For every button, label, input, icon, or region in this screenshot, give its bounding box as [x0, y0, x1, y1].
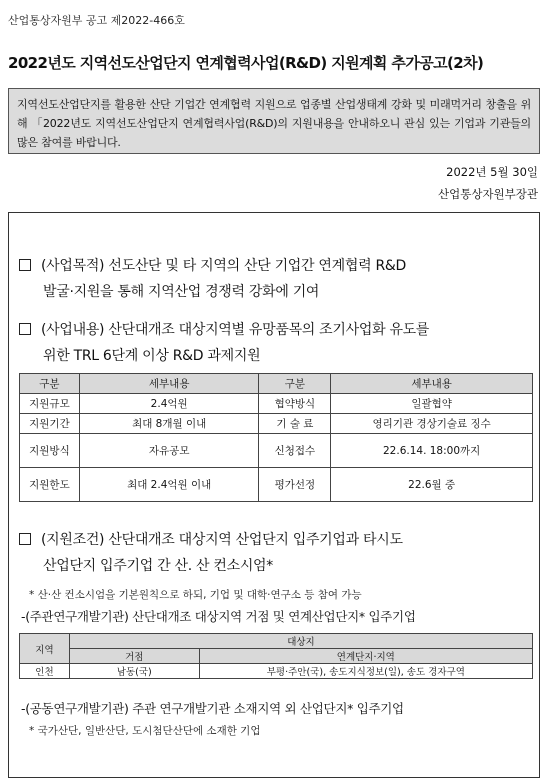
table-cell: 지원기간: [20, 414, 80, 434]
notice-number: 산업통상자원부 공고 제2022-466호: [8, 14, 185, 27]
table-cell: 22.6월 중: [331, 468, 533, 502]
purpose-section: [19, 253, 533, 305]
summary-box: 지역선도산업단지를 활용한 산단 기업간 연계협력 지원으로 업종별 산업생태계 강화 및 미래먹거리 창출을 위해 「2022년도 지역선도산업단지 연계협력사업(R&D)의 지원내용을 안내하오니 관심 있는 기업과 기관들의 많은 참여를 바랍니다.: [8, 88, 540, 154]
table-header: 대상지: [69, 634, 532, 649]
main-content-box: [8, 212, 540, 778]
purpose-line-1: (사업목적) 선도산단 및 타 지역의 산단 기업간 연계협력 R&D: [41, 258, 406, 274]
target-region-table: [19, 633, 533, 679]
table-row: [20, 434, 533, 468]
table-cell: 지원방식: [20, 434, 80, 468]
table-cell: 최대 8개월 이내: [79, 414, 259, 434]
condition-line-2: 산업단지 입주기업 간 산. 산 컨소시엄*: [43, 558, 273, 574]
table-header: 구분: [20, 374, 80, 394]
consortium-note: * 산·산 컨소시엄을 기본원칙으로 하되, 기업 및 대학·연구소 등 참여 가능: [29, 589, 362, 601]
table-row: [20, 414, 533, 434]
table-cell: 남동(국): [69, 664, 199, 679]
support-info-table: [19, 373, 533, 502]
table-cell: 부평·주안(국), 송도지식정보(일), 송도 경자구역: [199, 664, 532, 679]
condition-line-1: (지원조건) 산단대개조 대상지역 산업단지 입주기업과 타시도: [41, 532, 403, 548]
table-cell: 인천: [20, 664, 70, 679]
table-header: 거점: [69, 649, 199, 664]
table-row: [20, 394, 533, 414]
table-row: [20, 468, 533, 502]
sender-name: 산업통상자원부장관: [438, 187, 538, 201]
table-cell: 협약방식: [259, 394, 331, 414]
table-cell: 최대 2.4억원 이내: [79, 468, 259, 502]
complex-type-note: * 국가산단, 일반산단, 도시첨단산단에 소재한 기업: [29, 725, 261, 737]
content-line-1: (사업내용) 산단대개조 대상지역별 유망품목의 조기사업화 유도를: [41, 322, 430, 338]
table-cell: 22.6.14. 18:00까지: [331, 434, 533, 468]
checkbox-square-icon: [19, 533, 31, 545]
joint-org-text: -(공동연구개발기관) 주관 연구개발기관 소재지역 외 산업단지* 입주기업: [21, 701, 404, 716]
content-section: [19, 317, 533, 369]
table-cell: 자유공모: [79, 434, 259, 468]
page-title: 2022년도 지역선도산업단지 연계협력사업(R&D) 지원계획 추가공고(2차): [8, 54, 484, 72]
purpose-line-2: 발굴·지원을 통해 지역산업 경쟁력 강화에 기여: [43, 284, 320, 300]
table-row: [20, 664, 533, 679]
table-cell: 지원한도: [20, 468, 80, 502]
lead-org-text: -(주관연구개발기관) 산단대개조 대상지역 거점 및 연계산업단지* 입주기업: [21, 609, 416, 624]
table-cell: 2.4억원: [79, 394, 259, 414]
table-cell: 기 술 료: [259, 414, 331, 434]
table-cell: 평가선정: [259, 468, 331, 502]
table-cell: 지원규모: [20, 394, 80, 414]
table-header: 구분: [259, 374, 331, 394]
table-header: 지역: [20, 634, 70, 664]
checkbox-square-icon: [19, 323, 31, 335]
condition-section: [19, 527, 533, 579]
table-header: 연계단지·지역: [199, 649, 532, 664]
checkbox-square-icon: [19, 259, 31, 271]
table-cell: 일괄협약: [331, 394, 533, 414]
table-cell: 영리기관 경상기술료 징수: [331, 414, 533, 434]
table-cell: 신청접수: [259, 434, 331, 468]
notice-date: 2022년 5월 30일: [446, 165, 538, 179]
content-line-2: 위한 TRL 6단계 이상 R&D 과제지원: [43, 348, 261, 364]
table-header: 세부내용: [79, 374, 259, 394]
table-header: 세부내용: [331, 374, 533, 394]
